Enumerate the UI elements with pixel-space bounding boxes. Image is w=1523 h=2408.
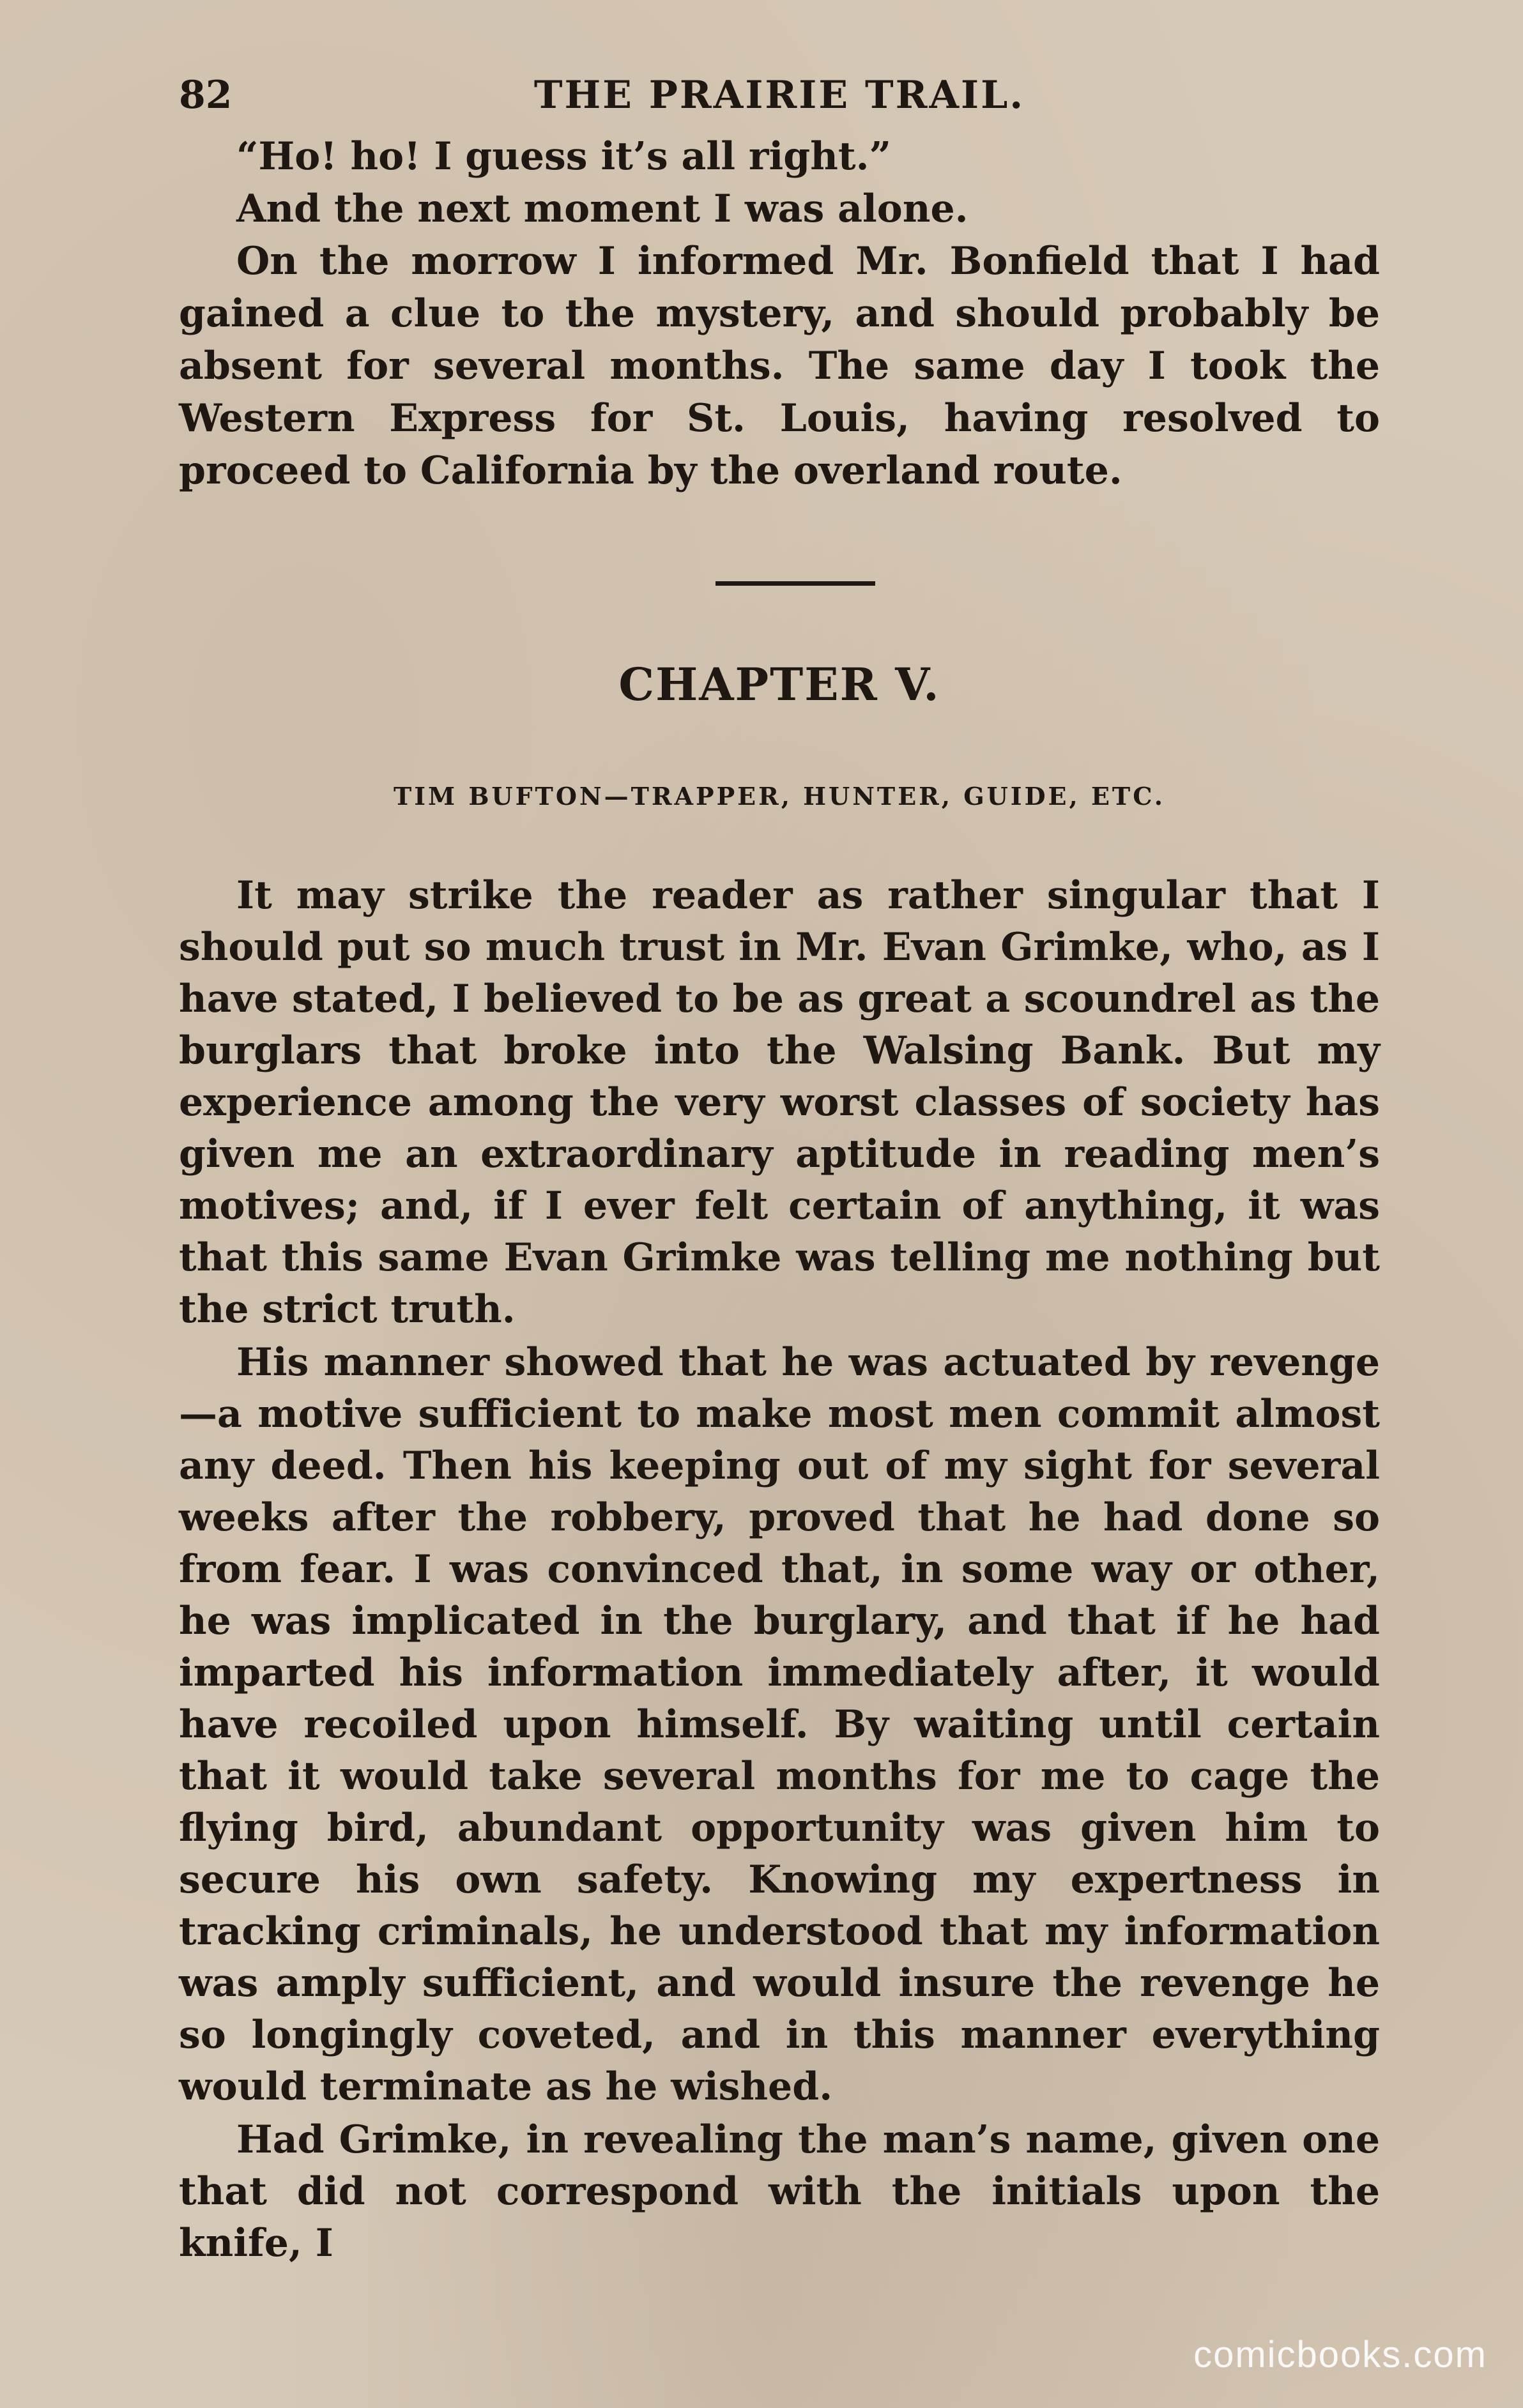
paragraph: It may strike the reader as rather singular that I should put so much trust in Mr. Evan Grimke, who, as I have stated, I believed to be as great a scoundrel as the burglars that broke into the Walsing Bank. But my experience among the very worst classes of society has given me an extraordinary aptitude in reading men’s motives; and, if I ever felt certain of anything, it was that this same Evan Grimke was telling me nothing but the strict truth.	[179, 873, 1380, 1332]
paragraph: Had Grimke, in revealing the man’s name, given one that did not correspond with the initials upon the knife, I	[179, 2117, 1380, 2266]
paragraph: On the morrow I informed Mr. Bonfield that I had gained a clue to the mystery, and should probably be absent for several months. The same day I took the Western Express for St. Louis, having resolved to proceed to California by the overland route.	[179, 239, 1380, 493]
section-divider	[716, 581, 875, 586]
page-number: 82	[179, 73, 233, 118]
page-header	[179, 66, 1380, 124]
chapter-subtitle: TIM BUFTON—TRAPPER, HUNTER, GUIDE, ETC.	[393, 782, 1166, 811]
running-title: THE PRAIRIE TRAIL.	[533, 73, 1025, 118]
paragraph: “Ho! ho! I guess it’s all right.”	[236, 134, 891, 179]
paragraph: And the next moment I was alone.	[236, 187, 968, 231]
watermark: comicbooks.com	[1193, 2334, 1487, 2375]
chapter-title: CHAPTER V.	[618, 658, 940, 711]
paragraph: His manner showed that he was actuated by revenge—a motive sufficient to make most men commit almost any deed. Then his keeping out of my sight for several weeks after the robbery, proved that he had done so from fear. I was convinced that, in some way or other, he was implicated in the burglary, and that if he had imparted his information immediately after, it would have recoiled upon himself. By waiting until certain that it would take several months for me to cage the flying bird, abundant opportunity was given him to secure his own safety. Knowing my expertness in tracking criminals, he understood that my information was amply sufficient, and would insure the revenge he so longingly coveted, and in this manner everything would terminate as he wished.	[179, 1340, 1380, 2109]
chapter-body	[179, 870, 1380, 2271]
top-text-section	[179, 130, 1380, 497]
